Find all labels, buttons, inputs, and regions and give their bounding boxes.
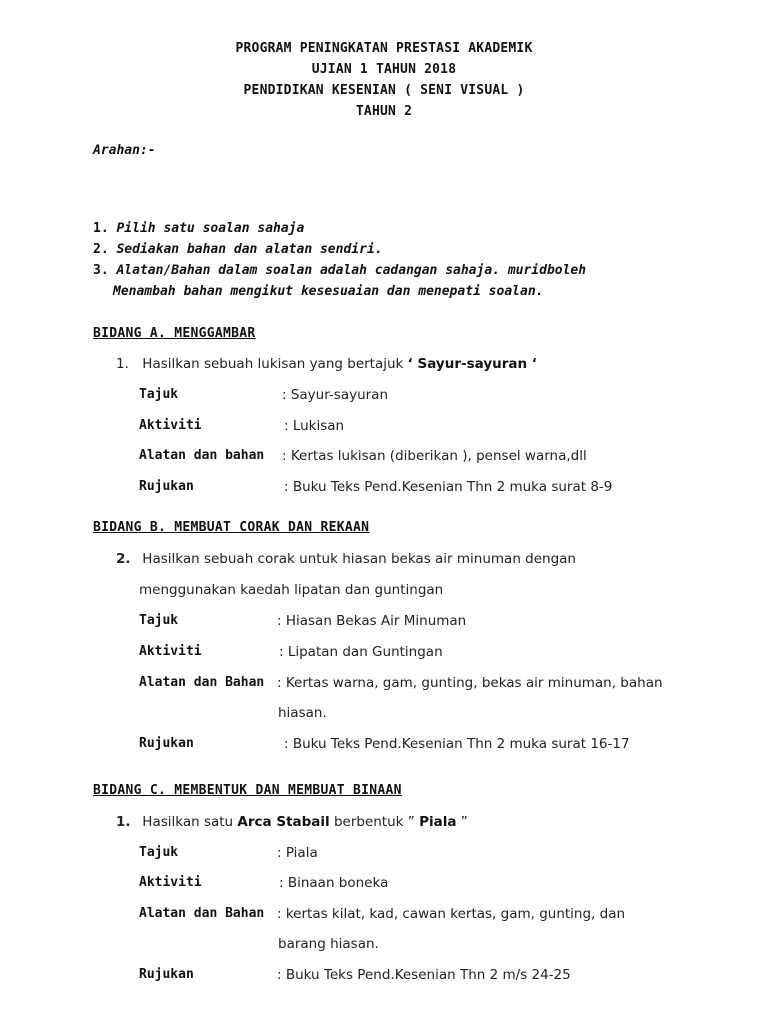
question-artwork-type: Arca Stabail	[237, 814, 330, 830]
instruction-number: 2.	[93, 242, 109, 257]
tajuk-value: : Piala	[277, 845, 318, 861]
instructions-heading: Arahan:-	[93, 143, 156, 158]
instruction-continuation: Menambah bahan mengikut kesesuaian dan menepati soalan.	[113, 284, 544, 299]
question-text: ”	[460, 814, 468, 830]
instructions-list	[93, 218, 713, 302]
section-c-title: BIDANG C. MEMBENTUK DAN MEMBUAT BINAAN	[93, 783, 402, 798]
question-text: Hasilkan sebuah lukisan yang bertajuk	[142, 356, 404, 372]
instruction-number: 1.	[93, 221, 109, 236]
tajuk-value: : Hiasan Bekas Air Minuman	[277, 613, 467, 629]
instruction-text: Alatan/Bahan dalam soalan adalah cadangan sahaja. muridboleh	[116, 263, 587, 278]
section-a-question	[116, 356, 537, 372]
instruction-item	[93, 218, 713, 239]
section-b-title: BIDANG B. MEMBUAT CORAK DAN REKAAN	[93, 520, 370, 535]
aktiviti-value: : Lipatan dan Guntingan	[279, 644, 443, 660]
question-text: berbentuk ”	[333, 814, 415, 830]
rujukan-label: Rujukan	[139, 479, 194, 494]
aktiviti-value: : Binaan boneka	[279, 875, 389, 891]
instruction-item	[93, 239, 713, 260]
instruction-text: Sediakan bahan dan alatan sendiri.	[116, 242, 383, 257]
rujukan-value: : Buku Teks Pend.Kesenian Thn 2 muka surat 16-17	[284, 736, 630, 752]
question-number: 1.	[116, 814, 131, 830]
tajuk-label: Tajuk	[139, 613, 179, 628]
section-b-question	[116, 551, 576, 567]
question-text: Hasilkan sebuah corak untuk hiasan bekas air minuman dengan	[142, 551, 576, 567]
section-c-question	[116, 814, 468, 830]
rujukan-value: : Buku Teks Pend.Kesenian Thn 2 m/s 24-25	[277, 967, 571, 983]
aktiviti-label: Aktiviti	[139, 644, 202, 659]
rujukan-label: Rujukan	[139, 736, 194, 751]
instruction-item	[93, 260, 713, 281]
question-continuation: menggunakan kaedah lipatan dan guntingan	[139, 582, 444, 598]
alatan-label: Alatan dan Bahan	[139, 906, 265, 921]
question-text: Hasilkan satu	[142, 814, 234, 830]
header-subject-title: PENDIDIKAN KESENIAN ( SENI VISUAL )	[243, 83, 525, 98]
alatan-continuation: barang hiasan.	[278, 936, 379, 952]
question-shape: Piala	[419, 814, 457, 830]
section-a-title: BIDANG A. MENGGAMBAR	[93, 326, 256, 341]
aktiviti-value: : Lukisan	[284, 418, 345, 434]
aktiviti-label: Aktiviti	[139, 418, 202, 433]
alatan-continuation: hiasan.	[278, 705, 327, 721]
alatan-value: : Kertas warna, gam, gunting, bekas air minuman, bahan	[277, 675, 663, 691]
alatan-label: Alatan dan bahan	[139, 448, 265, 463]
alatan-value: : kertas kilat, kad, cawan kertas, gam, gunting, dan	[277, 906, 626, 922]
rujukan-value: : Buku Teks Pend.Kesenian Thn 2 muka surat 8-9	[284, 479, 613, 495]
header-exam-title: UJIAN 1 TAHUN 2018	[311, 62, 457, 77]
instruction-text: Pilih satu soalan sahaja	[116, 221, 305, 236]
alatan-label: Alatan dan Bahan	[139, 675, 265, 690]
aktiviti-label: Aktiviti	[139, 875, 202, 890]
header-year-title: TAHUN 2	[355, 104, 413, 119]
rujukan-label: Rujukan	[139, 967, 194, 982]
instruction-number: 3.	[93, 263, 109, 278]
tajuk-value: : Sayur-sayuran	[282, 387, 389, 403]
question-theme: ‘ Sayur-sayuran ‘	[407, 356, 537, 372]
document-header	[0, 38, 768, 122]
header-program-title: PROGRAM PENINGKATAN PRESTASI AKADEMIK	[235, 41, 533, 56]
question-number: 1.	[116, 356, 129, 372]
alatan-value: : Kertas lukisan (diberikan ), pensel warna,dll	[282, 448, 587, 464]
tajuk-label: Tajuk	[139, 845, 179, 860]
question-number: 2.	[116, 551, 131, 567]
tajuk-label: Tajuk	[139, 387, 179, 402]
